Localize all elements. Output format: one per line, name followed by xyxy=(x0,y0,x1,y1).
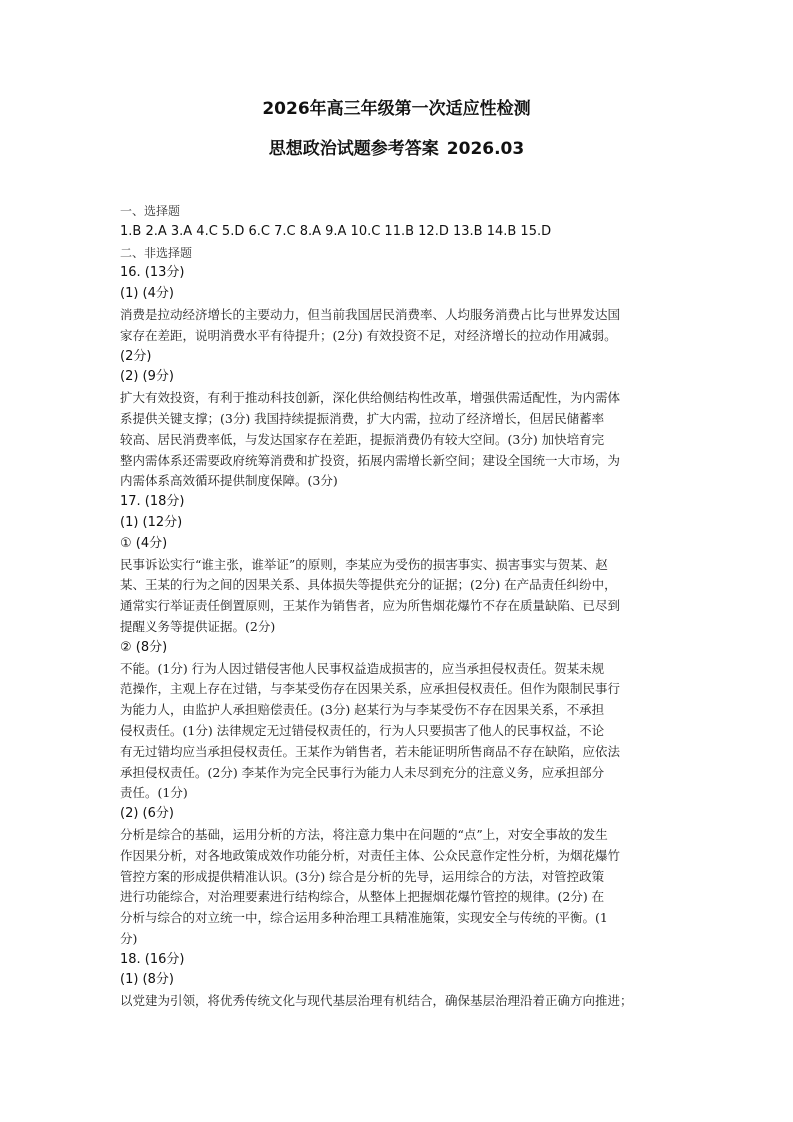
answer-line-para: 提醒义务等提供证据。(2分) xyxy=(120,618,276,634)
answer-line-head: ① (4分) xyxy=(120,535,168,551)
answer-line-para: 分析与综合的对立统一中，综合运用多种治理工具精准施策，实现安全与传统的平衡。(1 xyxy=(120,910,608,926)
answer-line-head: 17. (18分) xyxy=(120,494,185,510)
answer-line-para: 以党建为引领，将优秀传统文化与现代基层治理有机结合，确保基层治理沿着正确方向推进； xyxy=(120,993,633,1009)
answer-line-head: (1) (8分) xyxy=(120,972,174,988)
answer-line-para: 管控方案的形成提供精准认识。(3分) 综合是分析的先导，运用综合的方法，对管控政策 xyxy=(120,868,605,884)
answer-line-para: 系提供关键支撑；(3分) 我国持续提振消费，扩大内需，拉动了经济增长，但居民储蓄率 xyxy=(120,410,605,426)
answer-line-para: 有无过错均应当承担侵权责任。王某作为销售者，若未能证明所售商品不存在缺陷，应依法 xyxy=(120,743,621,759)
subtitle-date: 2026.03 xyxy=(446,139,525,159)
answer-line-para: 责任。(1分) xyxy=(120,785,188,801)
answer-line-head: 16. (13分) xyxy=(120,265,185,281)
answer-line-para: 进行功能综合，对治理要素进行结构综合，从整体上把握烟花爆竹管控的规律。(2分) 在 xyxy=(120,889,605,905)
subtitle-text: 思想政治试题参考答案 xyxy=(268,139,439,159)
answer-line-para: 承担侵权责任。(2分) 李某作为完全民事行为能力人未尽到充分的注意义务，应承担部分 xyxy=(120,764,605,780)
answer-line-mc: 1.B 2.A 3.A 4.C 5.D 6.C 7.C 8.A 9.A 10.C 11.B 12.D 13.B 14.B 15.D xyxy=(120,223,552,239)
answer-line-para: 家存在差距，说明消费水平有待提升；(2分) 有效投资不足，对经济增长的拉动作用减弱。 xyxy=(120,327,617,343)
answer-line-head: (2分) xyxy=(120,348,152,364)
answer-line-para: 范操作，主观上存在过错，与李某受伤存在因果关系，应承担侵权责任。但作为限制民事行 xyxy=(120,681,621,697)
answer-line-para: 作因果分析，对各地政策成效作功能分析，对责任主体、公众民意作定性分析，为烟花爆竹 xyxy=(120,847,621,863)
answer-line-para: 消费是拉动经济增长的主要动力，但当前我国居民消费率、人均服务消费占比与世界发达国 xyxy=(120,306,621,322)
answer-line-para: 扩大有效投资，有利于推动科技创新，深化供给侧结构性改革，增强供需适配性，为内需体 xyxy=(120,390,621,406)
answer-line-para: 不能。(1分) 行为人因过错侵害他人民事权益造成损害的，应当承担侵权责任。贺某未规 xyxy=(120,660,605,676)
answer-line-para: 某、王某的行为之间的因果关系、具体损失等提供充分的证据；(2分) 在产品责任纠纷中， xyxy=(120,577,617,593)
answer-line-head: (1) (4分) xyxy=(120,286,174,302)
answer-line-para: 分) xyxy=(120,930,138,946)
page-subtitle xyxy=(0,138,793,160)
answer-line-head: (2) (6分) xyxy=(120,806,174,822)
answer-line-para: 民事诉讼实行“谁主张，谁举证”的原则，李某应为受伤的损害事实、损害事实与贺某、赵 xyxy=(120,556,608,572)
answer-line-para: 分析是综合的基础，运用分析的方法，将注意力集中在问题的“点”上，对安全事故的发生 xyxy=(120,826,608,842)
answer-line-head: (1) (12分) xyxy=(120,514,183,530)
answer-line-para: 内需体系高效循环提供制度保障。(3分) xyxy=(120,473,338,489)
answer-line-head: 18. (16分) xyxy=(120,951,185,967)
answer-line-para: 较高、居民消费率低，与发达国家存在差距，提振消费仍有较大空间。(3分) 加快培育完 xyxy=(120,431,605,447)
answer-line-para: 侵权责任。(1分) 法律规定无过错侵权责任的，行为人只要损害了他人的民事权益，不论 xyxy=(120,722,605,738)
answer-line-head: ② (8分) xyxy=(120,639,168,655)
answer-line-para: 整内需体系还需要政府统筹消费和扩投资，拓展内需增长新空间；建设全国统一大市场，为 xyxy=(120,452,621,468)
page-title: 2026年高三年级第一次适应性检测 xyxy=(262,99,531,119)
answer-line-sec: 一、选择题 xyxy=(120,204,181,218)
answer-line-para: 通常实行举证责任倒置原则，王某作为销售者，应为所售烟花爆竹不存在质量缺陷、已尽到 xyxy=(120,598,621,614)
answer-line-head: (2) (9分) xyxy=(120,369,174,385)
answer-content xyxy=(120,201,680,1012)
answer-line-para: 为能力人，由监护人承担赔偿责任。(3分) 赵某行为与李某受伤不存在因果关系，不承担 xyxy=(120,702,605,718)
answer-line-sec: 二、非选择题 xyxy=(120,245,193,260)
